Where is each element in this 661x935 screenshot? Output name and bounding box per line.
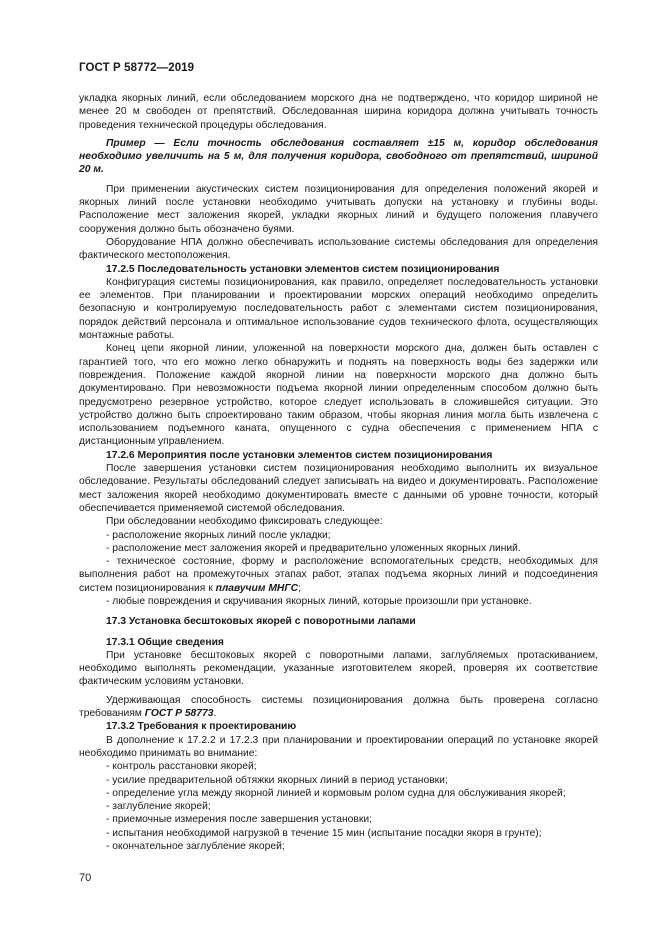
paragraph <box>79 694 598 721</box>
list-item: - определение угла между якорной линией и кормовым ролом судна для обслуживания якорей; <box>106 787 566 799</box>
list-item: - расположение якорных линий после укладки; <box>106 529 331 541</box>
punctuation: ; <box>298 582 301 594</box>
standard-reference: ГОСТ Р 58773 <box>144 708 214 720</box>
document-body <box>79 92 598 853</box>
list-item-text: - техническое состояние, форму и расположение вспомогательных средств, необходимых для выполнения работ на промежуточных этапах работ, этапах подъема якорных линий и подсоединения систем позиционирования к <box>79 556 598 594</box>
paragraph: В дополнение к 17.2.2 и 17.2.3 при планировании и проектировании операций по установке якорей необходимо принимать во внимание: <box>79 734 598 759</box>
paragraph-text: Удерживающая способность системы позиционирования должна быть проверена согласно требованиям <box>79 694 598 720</box>
list-item: - окончательное заглубление якорей; <box>106 841 285 853</box>
list-item: - контроль расстановки якорей; <box>106 761 257 773</box>
list-item: - испытания необходимой нагрузкой в течение 15 мин (испытание посадки якоря в грунте); <box>106 827 542 839</box>
section-heading-17-2-5: 17.2.5 Последовательность установки элементов систем позиционирования <box>106 263 500 275</box>
list-item: - любые повреждения и скручивания якорных линий, которые произошли при установке. <box>106 595 532 607</box>
emphasis-text: плавучим МНГС <box>215 582 299 594</box>
paragraph: При применении акустических систем позиционирования для определения положений якорей и якорных линий после установки необходимо учитывать допуски на установку и глубины воды. Расположение мест заложения якорей, укладки якорных линий и будущего положения плавучего сооружения должно быть обозначено буями. <box>79 183 598 235</box>
section-heading-17-3: 17.3 Установка бесштоковых якорей с поворотными лапами <box>106 616 416 628</box>
punctuation: . <box>213 708 217 720</box>
document-header: ГОСТ Р 58772—2019 <box>79 62 195 74</box>
list-item: - расположение мест заложения якорей и предварительно уложенных якорных линий. <box>106 542 521 554</box>
section-heading-17-2-6: 17.2.6 Мероприятия после установки элементов систем позиционирования <box>106 449 493 461</box>
paragraph: При установке бесштоковых якорей с поворотными лапами, заглубляемых протаскиванием, необходимо выполнять рекомендации, указанные изготовителем якорей, проверяя их соответствие фактическим условиям установки. <box>79 649 598 688</box>
list-item: - усилие предварительной обтяжки якорных линий в период установки; <box>106 774 448 786</box>
section-heading-17-3-1: 17.3.1 Общие сведения <box>106 636 224 648</box>
example-note: Пример — Если точность обследования составляет ±15 м, коридор обследования необходимо увеличить на 5 м, для получения коридора, свободного от препятствий, шириной 20 м. <box>79 137 598 176</box>
paragraph: Оборудование НПА должно обеспечивать использование системы обследования для определения фактического местоположения. <box>79 236 598 262</box>
list-item <box>79 555 598 595</box>
paragraph: Конец цепи якорной линии, уложенной на поверхности морского дна, должен быть оставлен с гарантией того, что его можно легко обнаружить и поднять на поверхность воды без задержки или повреждения. Положение каждой якорной линии на поверхности морского дна должно быть документировано. При невозможности подъема якорной линии определенным способом должно быть предусмотрено резервное устройство, которое следует использовать в сложившейся ситуации. Это устройство должно быть спроектировано таким образом, чтобы якорная линия могла быть извлечена с использованием подъемного каната, опущенного с судна обеспечения с применением НПА с дистанционным управлением. <box>79 343 598 448</box>
paragraph: После завершения установки систем позиционирования необходимо выполнить их визуальное обследование. Результаты обследований следует записывать на видео и документировать. Расположение мест заложения якорей необходимо документировать вместе с данными об уровне точности, который обеспечивается применяемой системой обследования. <box>79 463 598 514</box>
section-heading-17-3-2: 17.3.2 Требования к проектированию <box>106 721 297 733</box>
paragraph: укладка якорных линий, если обследованием морского дна не подтверждено, что коридор шириной не менее 20 м свободен от препятствий. Обследованная ширина коридора должна учитывать точность проведения технической процедуры обследования. <box>79 93 598 131</box>
list-item: - приемочные измерения после завершения установки; <box>106 814 372 826</box>
list-item: - заглубление якорей; <box>106 801 211 813</box>
paragraph: При обследовании необходимо фиксировать следующее: <box>106 516 383 528</box>
page-number: 70 <box>79 872 92 884</box>
paragraph: Конфигурация системы позиционирования, как правило, определяет последовательность установки ее элементов. При планировании и проектировании морских операций необходимо определить безопасную и контролируемую последовательность работ с элементами систем позиционирования, порядок действий персонала и оптимальное использование судов технического флота, осуществляющих монтажные работы. <box>79 276 598 342</box>
